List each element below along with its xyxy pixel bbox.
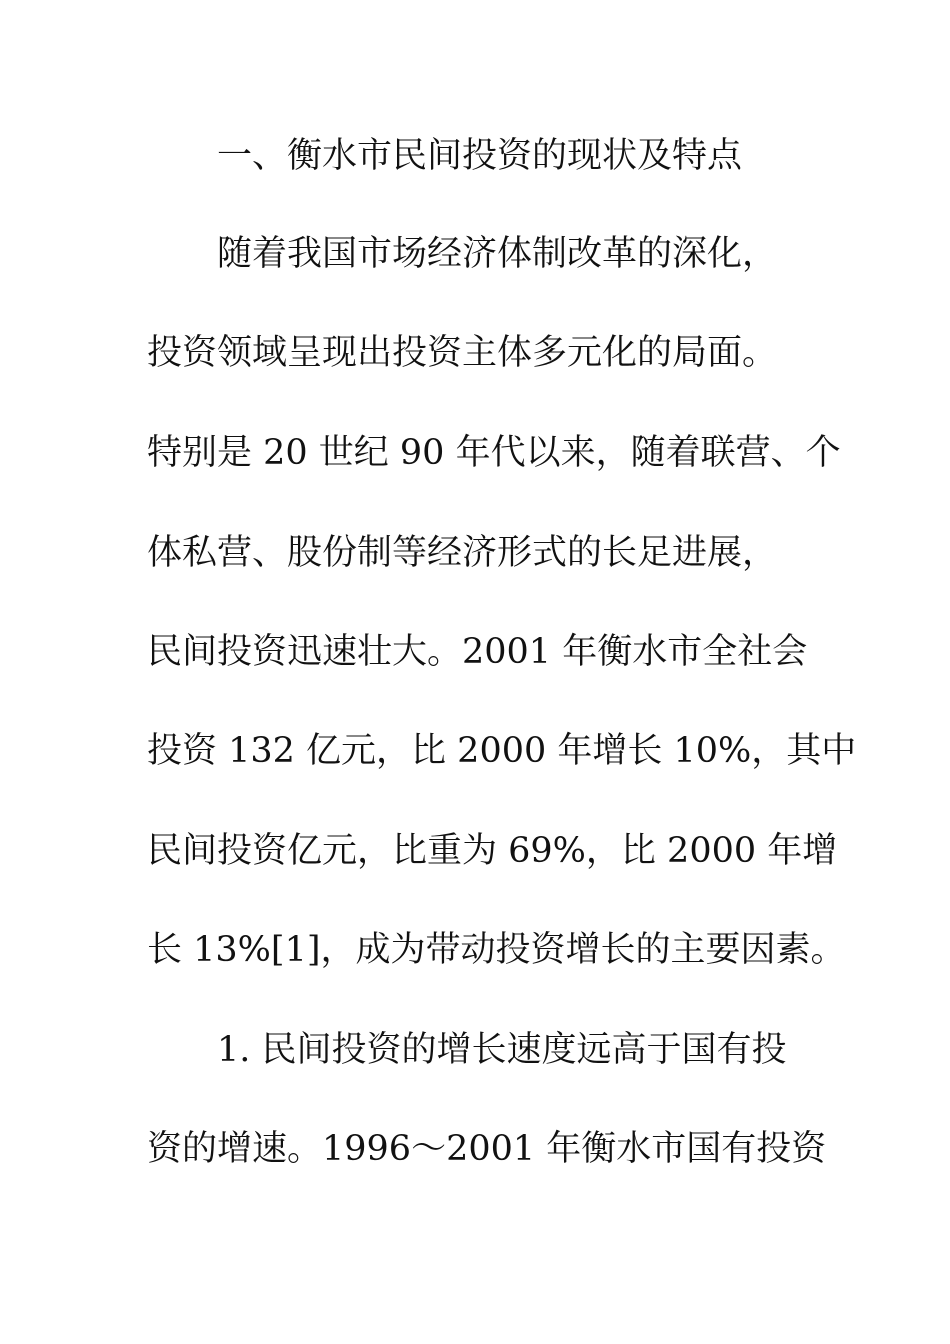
paragraph-line: 体私营、股份制等经济形式的长足进展， [147,533,778,573]
paragraph-line: 投资 132 亿元，比 2000 年增长 10%，其中 [147,731,857,771]
section-heading: 一、衡水市民间投资的现状及特点 [217,136,743,176]
paragraph-line: 民间投资亿元，比重为 69%，比 2000 年增 [147,831,838,871]
paragraph-line: 资的增速。1996～2001 年衡水市国有投资 [147,1129,827,1169]
paragraph-line: 随着我国市场经济体制改革的深化， [217,234,778,274]
paragraph-line: 1. 民间投资的增长速度远高于国有投 [217,1030,787,1070]
paragraph-line: 长 13%[1]，成为带动投资增长的主要因素。 [147,930,846,970]
paragraph-line: 民间投资迅速壮大。2001 年衡水市全社会 [147,632,808,672]
paragraph-line: 投资领域呈现出投资主体多元化的局面。 [147,333,778,373]
paragraph-line: 特别是 20 世纪 90 年代以来，随着联营、个 [147,433,841,473]
